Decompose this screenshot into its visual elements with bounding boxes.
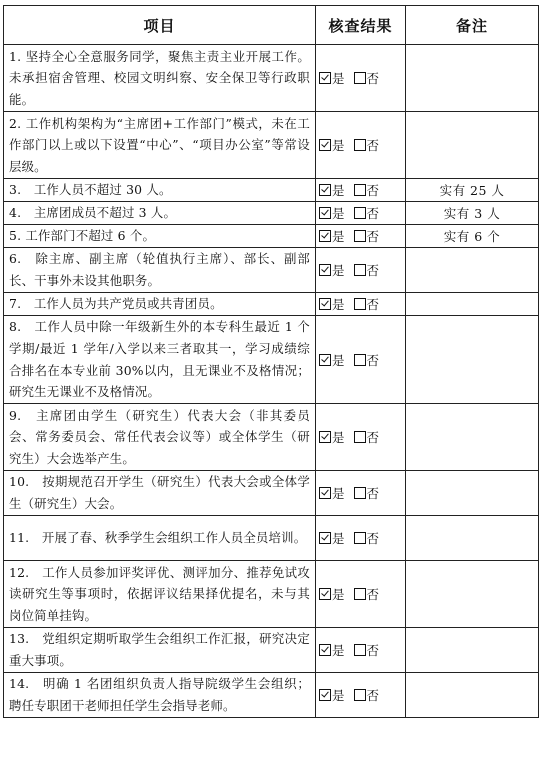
item-text: 1. 坚持全心全意服务同学，聚焦主责主业开展工作。未承担宿舍管理、校园文明纠察、安全保卫等行政职能。 <box>4 45 316 112</box>
yes-checkbox[interactable] <box>319 298 331 310</box>
header-item: 项目 <box>4 6 316 45</box>
table-row <box>4 293 539 316</box>
table-row <box>4 225 539 248</box>
item-text: 14. 明确 1 名团组织负责人指导院级学生会组织；聘任专职团干老师担任学生会指导老师。 <box>4 673 316 718</box>
item-text: 7. 工作人员为共产党员或共青团员。 <box>4 293 316 316</box>
table-row <box>4 112 539 179</box>
no-checkbox[interactable] <box>354 230 366 242</box>
no-label: 否 <box>366 352 380 368</box>
result-cell <box>316 45 406 112</box>
no-label: 否 <box>366 297 380 312</box>
yes-label: 是 <box>332 352 345 368</box>
yes-label: 是 <box>332 263 345 278</box>
item-text: 10. 按期规范召开学生（研究生）代表大会或全体学生（研究生）大会。 <box>4 471 316 516</box>
yes-label: 是 <box>332 643 345 658</box>
note-text: 实有 6 个 <box>406 225 539 248</box>
table-row <box>4 516 539 561</box>
note-text <box>406 471 539 516</box>
result-cell <box>316 561 406 628</box>
result-cell <box>316 516 406 561</box>
table-row <box>4 561 539 628</box>
no-checkbox[interactable] <box>354 72 366 84</box>
table-row <box>4 471 539 516</box>
yes-checkbox[interactable] <box>319 184 331 196</box>
no-label: 否 <box>366 71 380 86</box>
no-label: 否 <box>366 688 380 703</box>
table-row <box>4 316 539 404</box>
no-checkbox[interactable] <box>354 644 366 656</box>
table-row <box>4 673 539 718</box>
note-text <box>406 316 539 404</box>
no-label: 否 <box>366 206 380 221</box>
yes-label: 是 <box>332 206 345 221</box>
no-label: 否 <box>366 430 380 445</box>
no-label: 否 <box>366 263 380 278</box>
no-checkbox[interactable] <box>354 264 366 276</box>
yes-checkbox[interactable] <box>319 72 331 84</box>
note-text <box>406 561 539 628</box>
result-cell <box>316 404 406 471</box>
yes-label: 是 <box>332 297 345 312</box>
item-text: 9. 主席团由学生（研究生）代表大会（非其委员会、常务委员会、常任代表会议等）或全体学生（研究生）大会选举产生。 <box>4 404 316 471</box>
result-cell <box>316 293 406 316</box>
table-row <box>4 45 539 112</box>
note-text <box>406 112 539 179</box>
table-row <box>4 202 539 225</box>
no-checkbox[interactable] <box>354 207 366 219</box>
no-checkbox[interactable] <box>354 487 366 499</box>
no-checkbox[interactable] <box>354 532 366 544</box>
yes-label: 是 <box>332 229 345 244</box>
no-label: 否 <box>366 229 380 244</box>
item-text: 5. 工作部门不超过 6 个。 <box>4 225 316 248</box>
item-text: 2. 工作机构架构为“主席团+工作部门”模式，未在工作部门以上或以下设置“中心”、“项目办公室”等常设层级。 <box>4 112 316 179</box>
item-text: 4. 主席团成员不超过 3 人。 <box>4 202 316 225</box>
note-text: 实有 25 人 <box>406 179 539 202</box>
yes-checkbox[interactable] <box>319 487 331 499</box>
no-checkbox[interactable] <box>354 298 366 310</box>
yes-label: 是 <box>332 486 345 501</box>
table-row <box>4 628 539 673</box>
yes-label: 是 <box>332 138 345 153</box>
no-label: 否 <box>366 486 380 501</box>
item-text: 12. 工作人员参加评奖评优、测评加分、推荐免试攻读研究生等事项时，依据评议结果择优提名，未与其岗位简单挂钩。 <box>4 561 316 628</box>
result-cell <box>316 471 406 516</box>
yes-checkbox[interactable] <box>319 207 331 219</box>
no-checkbox[interactable] <box>354 588 366 600</box>
yes-checkbox[interactable] <box>319 644 331 656</box>
yes-checkbox[interactable] <box>319 264 331 276</box>
yes-checkbox[interactable] <box>319 230 331 242</box>
yes-label: 是 <box>332 71 345 86</box>
result-cell <box>316 628 406 673</box>
yes-checkbox[interactable] <box>319 532 331 544</box>
result-cell <box>316 225 406 248</box>
item-text: 11. 开展了春、秋季学生会组织工作人员全员培训。 <box>4 516 316 561</box>
no-checkbox[interactable] <box>354 184 366 196</box>
header-note: 备注 <box>406 6 539 45</box>
note-text <box>406 516 539 561</box>
result-cell <box>316 316 406 404</box>
no-label: 否 <box>366 587 380 602</box>
no-checkbox[interactable] <box>354 139 366 151</box>
yes-label: 是 <box>332 688 345 703</box>
note-text <box>406 673 539 718</box>
no-label: 否 <box>366 643 380 658</box>
no-label: 否 <box>366 183 380 198</box>
result-cell <box>316 248 406 293</box>
yes-label: 是 <box>332 531 345 546</box>
result-cell <box>316 673 406 718</box>
no-label: 否 <box>366 138 380 153</box>
yes-label: 是 <box>332 587 345 602</box>
note-text <box>406 293 539 316</box>
result-cell <box>316 202 406 225</box>
table-row <box>4 179 539 202</box>
result-cell <box>316 112 406 179</box>
note-text <box>406 45 539 112</box>
item-text: 8. 工作人员中除一年级新生外的本专科生最近 1 个学期/最近 1 学年/入学以来三者取其一，学习成绩综合排名在本专业前 30%以内，且无课业不及格情况；研究生无课业不及格情况。 <box>4 316 316 404</box>
no-checkbox[interactable] <box>354 689 366 701</box>
no-checkbox[interactable] <box>354 431 366 443</box>
note-text <box>406 248 539 293</box>
item-text: 13. 党组织定期听取学生会组织工作汇报，研究决定重大事项。 <box>4 628 316 673</box>
no-label: 否 <box>366 531 380 546</box>
no-checkbox[interactable] <box>354 354 366 366</box>
yes-label: 是 <box>332 430 345 445</box>
note-text <box>406 404 539 471</box>
item-text: 6. 除主席、副主席（轮值执行主席）、部长、副部长、干事外未设其他职务。 <box>4 248 316 293</box>
table-row <box>4 248 539 293</box>
yes-label: 是 <box>332 183 345 198</box>
check-table <box>3 5 539 718</box>
yes-checkbox[interactable] <box>319 139 331 151</box>
yes-checkbox[interactable] <box>319 354 331 366</box>
table-row <box>4 404 539 471</box>
yes-checkbox[interactable] <box>319 689 331 701</box>
yes-checkbox[interactable] <box>319 588 331 600</box>
header-result: 核查结果 <box>316 6 406 45</box>
table-header-row <box>4 6 539 45</box>
note-text: 实有 3 人 <box>406 202 539 225</box>
item-text: 3. 工作人员不超过 30 人。 <box>4 179 316 202</box>
note-text <box>406 628 539 673</box>
yes-checkbox[interactable] <box>319 431 331 443</box>
result-cell <box>316 179 406 202</box>
